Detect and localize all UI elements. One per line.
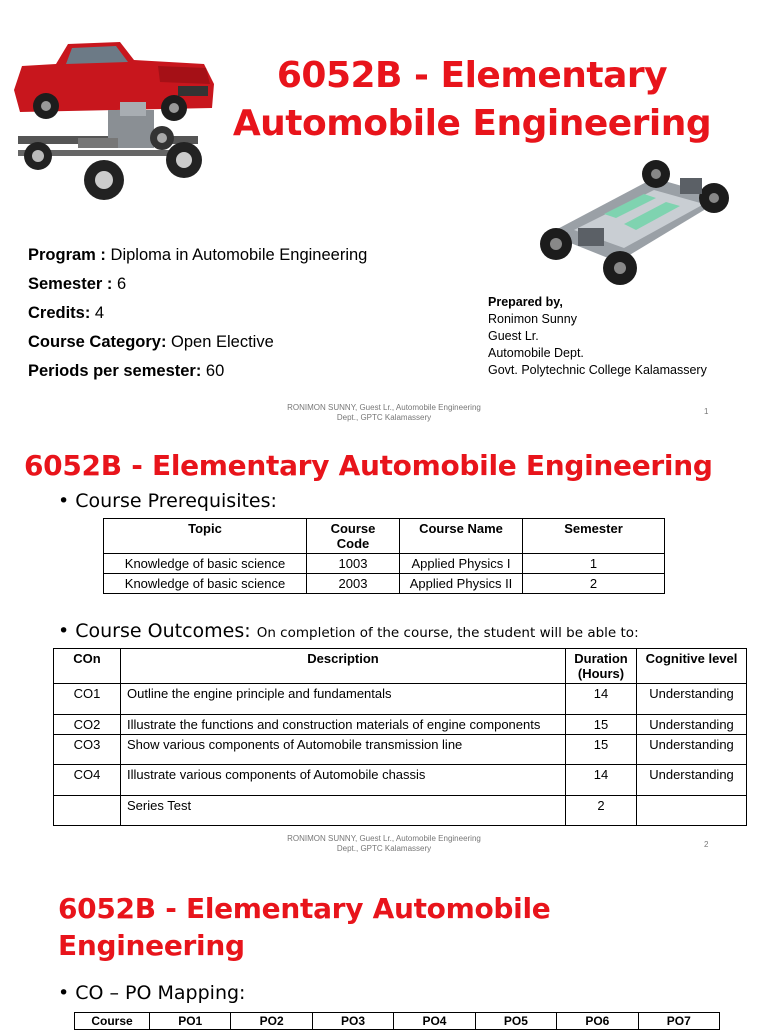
header-cell: PO5	[475, 1013, 556, 1030]
info-periods	[28, 360, 367, 389]
slide-2-footer	[254, 834, 514, 854]
cell: Knowledge of basic science	[104, 574, 307, 594]
table-header-row	[104, 519, 665, 554]
cell: Applied Physics I	[400, 554, 523, 574]
cell: CO1	[54, 684, 121, 715]
cell: 15	[566, 715, 637, 735]
cell: 1	[523, 554, 665, 574]
course-info	[28, 244, 367, 389]
table-row	[104, 574, 665, 594]
slide-1-page-number: 1	[704, 407, 709, 416]
header-cell: Cognitive level	[637, 649, 747, 684]
header-cell: Duration (Hours)	[566, 649, 637, 684]
prepared-by-block	[488, 294, 707, 379]
slide-2-page-number: 2	[704, 840, 709, 849]
cell: Understanding	[637, 715, 747, 735]
prereq-table	[103, 518, 665, 594]
slide-1-footer	[254, 403, 514, 423]
cell: 14	[566, 684, 637, 715]
mapping-bullet: • CO – PO Mapping:	[58, 982, 246, 1004]
info-label: Semester :	[28, 275, 113, 293]
table-row	[54, 684, 747, 715]
slide-2-title: 6052B - Elementary Automobile Engineering	[24, 449, 713, 482]
cell: Understanding	[637, 684, 747, 715]
cell: Series Test	[121, 796, 566, 826]
slide-3-title: 6052B - Elementary Automobile Engineering	[58, 892, 551, 962]
cell: Show various components of Automobile transmission line	[121, 735, 566, 765]
co-po-mapping-table	[74, 1012, 720, 1030]
table-row	[54, 796, 747, 826]
info-value: 6	[112, 275, 127, 293]
footer-line: RONIMON SUNNY, Guest Lr., Automobile Engineering	[287, 834, 481, 843]
cell: CO3	[54, 735, 121, 765]
cell: Illustrate the functions and construction materials of engine components	[121, 715, 566, 735]
cell: Illustrate various components of Automobile chassis	[121, 765, 566, 796]
prepared-college: Govt. Polytechnic College Kalamassery	[488, 363, 707, 377]
cell: CO4	[54, 765, 121, 796]
info-label: Program :	[28, 246, 106, 264]
table-row	[54, 735, 747, 765]
slide-1-title: 6052B - Elementary Automobile Engineering	[232, 55, 712, 144]
info-semester	[28, 273, 367, 302]
info-credits	[28, 302, 367, 331]
info-value: Diploma in Automobile Engineering	[105, 246, 368, 264]
cell: Understanding	[637, 735, 747, 765]
footer-line: Dept., GPTC Kalamassery	[336, 844, 432, 853]
cell: 2	[523, 574, 665, 594]
header-cell: Semester	[523, 519, 665, 554]
cell: CO2	[54, 715, 121, 735]
table-header-row	[75, 1013, 720, 1030]
footer-line: RONIMON SUNNY, Guest Lr., Automobile Engineering	[287, 403, 481, 412]
info-value: 4	[90, 304, 105, 322]
table-row	[54, 715, 747, 735]
header-cell: PO6	[557, 1013, 638, 1030]
info-label: Credits:	[28, 304, 91, 322]
info-value: 60	[201, 362, 225, 380]
info-value: Open Elective	[166, 333, 274, 351]
cell: 2003	[307, 574, 400, 594]
outcomes-label: Course Outcomes:	[75, 620, 251, 642]
table-row	[54, 765, 747, 796]
header-cell: Topic	[104, 519, 307, 554]
header-cell: PO4	[394, 1013, 475, 1030]
cell: Applied Physics II	[400, 574, 523, 594]
cell	[637, 796, 747, 826]
footer-line: Dept., GPTC Kalamassery	[336, 413, 432, 422]
mapping-label: CO – PO Mapping:	[75, 982, 246, 1004]
info-label: Periods per semester:	[28, 362, 202, 380]
slide-3	[0, 866, 768, 1028]
header-cell: COn	[54, 649, 121, 684]
info-label: Course Category:	[28, 333, 167, 351]
outcomes-note: On completion of the course, the student will be able to:	[256, 625, 639, 641]
cell: Understanding	[637, 765, 747, 796]
header-cell: PO2	[231, 1013, 312, 1030]
cell	[54, 796, 121, 826]
header-cell: Course Code	[307, 519, 400, 554]
table-row	[104, 554, 665, 574]
cell: 2	[566, 796, 637, 826]
prepared-heading: Prepared by,	[488, 295, 563, 309]
info-program	[28, 244, 367, 273]
prepared-dept: Automobile Dept.	[488, 346, 584, 360]
table-header-row	[54, 649, 747, 684]
header-cell: Course Name	[400, 519, 523, 554]
slide-1	[0, 0, 768, 428]
header-cell: Course	[75, 1013, 150, 1030]
cell: 15	[566, 735, 637, 765]
cell: 14	[566, 765, 637, 796]
cell: 1003	[307, 554, 400, 574]
prepared-role: Guest Lr.	[488, 329, 539, 343]
outcomes-table	[53, 648, 747, 826]
header-cell: PO1	[150, 1013, 231, 1030]
prepared-name: Ronimon Sunny	[488, 312, 577, 326]
pickup-truck-chassis-image	[8, 38, 220, 214]
prereq-bullet: • Course Prerequisites:	[58, 490, 277, 512]
slide-2	[0, 436, 768, 856]
header-cell: PO3	[312, 1013, 393, 1030]
cell: Outline the engine principle and fundamentals	[121, 684, 566, 715]
header-cell: Description	[121, 649, 566, 684]
prereq-label: Course Prerequisites:	[75, 490, 277, 512]
ev-chassis-image	[534, 150, 734, 290]
cell: Knowledge of basic science	[104, 554, 307, 574]
info-category	[28, 331, 367, 360]
outcomes-bullet: • Course Outcomes: On completion of the course, the student will be able to:	[58, 620, 639, 642]
header-cell: PO7	[638, 1013, 719, 1030]
